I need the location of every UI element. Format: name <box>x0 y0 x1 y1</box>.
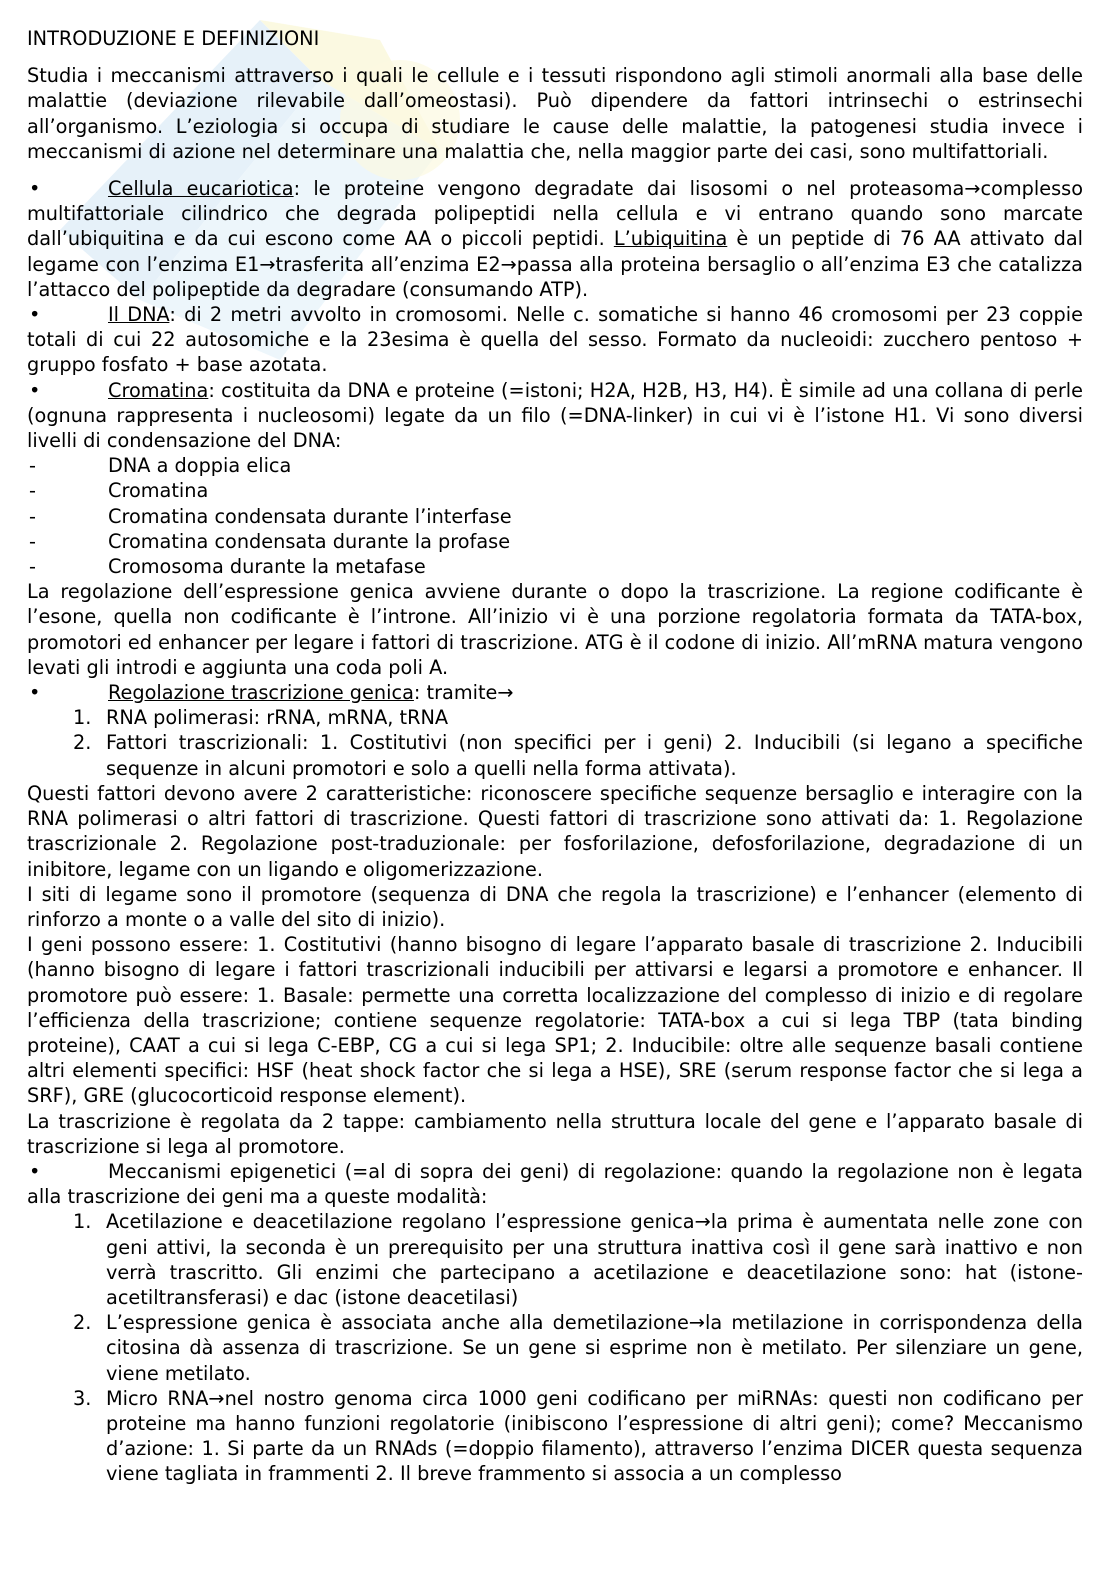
dash-item-text: Cromatina condensata durante la profase <box>108 529 511 553</box>
bullet-text: : le proteine vengono degradate dai lisosomi o nel proteasoma→complesso multifattoriale cilindrico che degrada polipeptidi nella cellula e vi entrano quando sono marcate dall’ubiquitina e da cui escono come AA o piccoli peptidi. <box>27 177 1084 251</box>
list-item <box>27 705 1083 730</box>
list-number: 1. <box>73 1210 92 1234</box>
list-item <box>27 730 1083 780</box>
paragraph-regolazione: La regolazione dell’espressione genica avviene durante o dopo la trascrizione. La regione codificante è l’esone, quella non codificante è l’introne. All’inizio vi è una porzione regolatoria formata da TATA-box, promotori ed enhancer per legare i fattori di trascrizione. ATG è il codone di inizio. All’mRNA matura vengono levati gli introdi e aggiunta una coda poli A. <box>27 580 1083 679</box>
dash-list-item <box>27 554 1083 579</box>
dash-item-text: Cromatina <box>108 479 209 503</box>
list-item-text: RNA polimerasi: rRNA, mRNA, tRNA <box>106 706 449 730</box>
paragraph-siti-legame: I siti di legame sono il promotore (sequenza di DNA che regola la trascrizione) e l’enhancer (elemento di rinforzo a monte o a valle del sito di inizio). <box>27 882 1083 931</box>
numbered-list-trascrizione <box>27 705 1083 781</box>
list-item-text: Fattori trascrizionali: 1. Costitutivi (non specifici per i geni) 2. Inducibili (si legano a specifiche sequenze in alcuni promotori e solo a quelli nella forma attivata). <box>106 731 1083 780</box>
paragraph-trascrizione: La trascrizione è regolata da 2 tappe: cambiamento nella struttura locale del gene e l’apparato basale di trascrizione si lega al promotore. <box>27 1109 1083 1158</box>
bullet-cromatina <box>27 378 1083 454</box>
paragraph-fattori: Questi fattori devono avere 2 caratteristiche: riconoscere specifiche sequenze bersaglio e interagire con la RNA polimerasi o altri fattori di trascrizione. Questi fattori di trascrizione sono attivati da: 1. Regolazione trascrizionale 2. Regolazione post-traduzionale: per fosforilazione, defosforilazione, degradazione di un inibitore, legame con un ligando e oligomerizzazione. <box>27 781 1083 881</box>
dash-item-text: DNA a doppia elica <box>108 454 292 478</box>
list-item <box>27 1310 1083 1386</box>
dash-list-item <box>27 453 1083 478</box>
list-number: 1. <box>73 706 92 730</box>
bullet-symbol: • <box>29 378 41 402</box>
bullet-text: è un peptide di 76 AA attivato dal legame con l’enzima E1→trasferita all’enzima E2→passa alla proteina bersaglio o all’enzima E3 che catalizza l’attacco del polipeptide da degradare (consumando ATP). <box>27 227 1083 301</box>
bullet-cellula-eucariotica <box>27 176 1083 302</box>
list-item-text: Acetilazione e deacetilazione regolano l’espressione genica→la prima è aumentata nelle zone con geni attivi, la seconda è un prerequisito per una struttura inattiva così il gene sarà inattivo e non verrà trascritto. Gli enzimi che partecipano a acetilazione e deacetilazione sono: hat (istone-acetiltransferasi) e dac (istone deacetilasi) <box>106 1210 1083 1309</box>
bullet-text: : di 2 metri avvolto in cromosomi. Nelle c. somatiche si hanno 46 cromosomi per 23 coppie totali di cui 22 autosomiche e la 23esima è quella del sesso. Formato da nucleoidi: zucchero pentoso + gruppo fosfato + base azotata. <box>27 303 1084 377</box>
list-number: 2. <box>73 1311 92 1335</box>
dash-list-item <box>27 478 1083 503</box>
term-regolazione-trascrizione: Regolazione trascrizione genica <box>108 681 414 705</box>
dash-symbol: - <box>29 504 36 528</box>
term-cromatina: Cromatina <box>108 378 209 402</box>
dash-list-item <box>27 529 1083 554</box>
bullet-symbol: • <box>29 303 41 327</box>
dash-item-text: Cromosoma durante la metafase <box>108 555 426 579</box>
intro-paragraph: Studia i meccanismi attraverso i quali le cellule e i tessuti rispondono agli stimoli anormali alla base delle malattie (deviazione rilevabile dall’omeostasi). Può dipendere da fattori intrinsechi o estrinsechi all’organismo. L’eziologia si occupa di studiare le cause delle malattie, la patogenesi studia invece i meccanismi di azione nel determinare una malattia che, nella maggior parte dei casi, sono multifattoriali. <box>27 64 1083 163</box>
document-page <box>27 26 1083 1487</box>
bullet-regolazione-trascrizione <box>27 680 1083 705</box>
paragraph-geni: I geni possono essere: 1. Costitutivi (hanno bisogno di legare l’apparato basale di trascrizione 2. Inducibili (hanno bisogno di legare i fattori trascrizionali inducibili per attivarsi e legarsi a promotore e enhancer. Il promotore può essere: 1. Basale: permette una corretta localizzazione del complesso di inizio e di regolare l’efficienza della trascrizione; contiene sequenze regolatorie: TATA-box a cui si lega TBP (tata binding proteine), CAAT a cui si lega C-EBP, CG a cui si lega SP1; 2. Inducibile: oltre alle sequenze basali contiene altri elementi specifici: HSF (heat shock factor che si lega a HSE), SRE (serum response factor che si lega a SRF), GRE (glucocorticoid response element). <box>27 933 1083 1108</box>
dash-symbol: - <box>29 555 36 579</box>
list-item <box>27 1209 1083 1310</box>
list-item <box>27 1386 1083 1487</box>
dash-symbol: - <box>29 479 36 503</box>
bullet-meccanismi-epigenetici <box>27 1159 1083 1209</box>
term-cellula-eucariotica: Cellula eucariotica <box>108 177 294 201</box>
dash-item-text: Cromatina condensata durante l’interfase <box>108 504 512 528</box>
bullet-text: : costituita da DNA e proteine (=istoni; H2A, H2B, H3, H4). È simile ad una collana di perle (ognuna rappresenta i nucleosomi) legate da un filo (=DNA-linker) in cui vi è l’istone H1. Vi sono diversi livelli di condensazione del DNA: <box>27 378 1083 453</box>
dash-list <box>27 453 1083 579</box>
bullet-symbol: • <box>29 177 41 201</box>
list-number: 2. <box>73 731 92 755</box>
dash-symbol: - <box>29 529 36 553</box>
list-number: 3. <box>73 1386 92 1410</box>
bullet-symbol: • <box>29 681 41 705</box>
dash-list-item <box>27 504 1083 529</box>
numbered-list-epigenetici <box>27 1209 1083 1486</box>
term-ubiquitina: L’ubiquitina <box>613 227 728 251</box>
bullet-text: Meccanismi epigenetici (=al di sopra dei geni) di regolazione: quando la regolazione non è legata alla trascrizione dei geni ma a queste modalità: <box>27 1159 1083 1209</box>
term-dna: Il DNA <box>108 303 170 327</box>
dash-symbol: - <box>29 454 36 478</box>
bullet-text: : tramite→ <box>413 681 514 705</box>
section-title: INTRODUZIONE E DEFINIZIONI <box>27 27 320 50</box>
list-item-text: Micro RNA→nel nostro genoma circa 1000 geni codificano per miRNAs: questi non codificano per proteine ma hanno funzioni regolatorie (inibiscono l’espressione di altri geni); come? Meccanismo d’azione: 1. Si parte da un RNAds (=doppio filamento), attraverso l’enzima DICER questa sequenza viene tagliata in frammenti 2. Il breve frammento si associa a un complesso <box>106 1386 1083 1486</box>
bullet-symbol: • <box>29 1159 41 1183</box>
list-item-text: L’espressione genica è associata anche alla demetilazione→la metilazione in corrispondenza della citosina dà assenza di trascrizione. Se un gene si esprime non è metilato. Per silenziare un gene, viene metilato. <box>106 1311 1083 1385</box>
bullet-dna <box>27 302 1083 378</box>
